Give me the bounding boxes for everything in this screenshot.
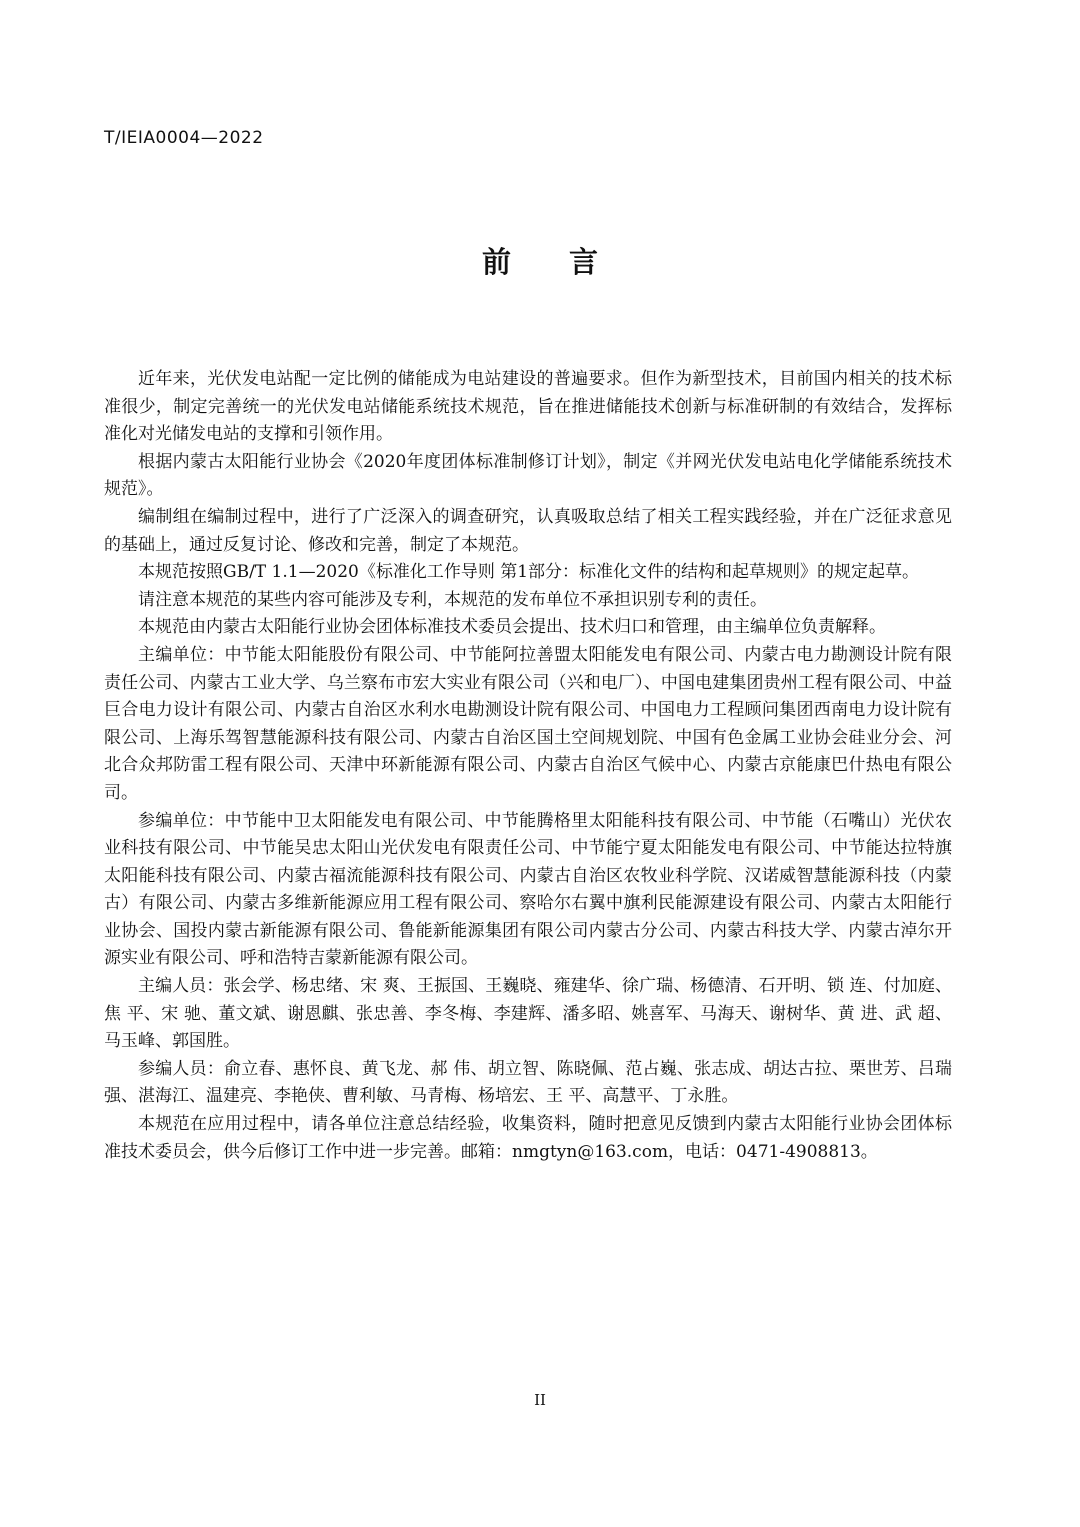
paragraph-feedback-contact: 本规范在应用过程中，请各单位注意总结经验，收集资料，随时把意见反馈到内蒙古太阳能行业协会团体标准技术委员会，供今后修订工作中进一步完善。邮箱：nmgtyn@163.com，电话：0471-4908813。: [104, 1114, 952, 1162]
paragraph-participating-units: 参编单位：中节能中卫太阳能发电有限公司、中节能腾格里太阳能科技有限公司、中节能（石嘴山）光伏农业科技有限公司、中节能吴忠太阳山光伏发电有限责任公司、中节能宁夏太阳能发电有限公司、中节能达拉特旗太阳能科技有限公司、内蒙古福流能源科技有限公司、内蒙古自治区农牧业科学院、汉诺威智慧能源科技（内蒙古）有限公司、内蒙古多维新能源应用工程有限公司、察哈尔右翼中旗利民能源建设有限公司、内蒙古太阳能行业协会、国投内蒙古新能源有限公司、鲁能新能源集团有限公司内蒙古分公司、内蒙古科技大学、内蒙古淖尔开源实业有限公司、呼和浩特吉蒙新能源有限公司。: [104, 810, 952, 969]
page-title: 前言: [481, 245, 656, 279]
foreword-body: [104, 366, 952, 1166]
paragraph-background: 近年来，光伏发电站配一定比例的储能成为电站建设的普遍要求。但作为新型技术，目前国内相关的技术标准很少，制定完善统一的光伏发电站储能系统技术规范，旨在推进储能技术创新与标准研制的有效结合，发挥标准化对光储发电站的支撑和引领作用。: [104, 369, 952, 445]
paragraph-drafting-process: 编制组在编制过程中，进行了广泛深入的调查研究，认真吸取总结了相关工程实践经验，并在广泛征求意见的基础上，通过反复讨论、修改和完善，制定了本规范。: [104, 506, 952, 555]
page-number: II: [534, 1391, 546, 1409]
paragraph-chief-editing-units: 主编单位：中节能太阳能股份有限公司、中节能阿拉善盟太阳能发电有限公司、内蒙古电力勘测设计院有限责任公司、内蒙古工业大学、乌兰察布市宏大实业有限公司（兴和电厂）、中国电建集团贵州工程有限公司、中益巨合电力设计有限公司、内蒙古自治区水利水电勘测设计院有限公司、中国电力工程顾问集团西南电力设计院有限公司、上海乐驾智慧能源科技有限公司、内蒙古自治区国土空间规划院、中国有色金属工业协会硅业分会、河北合众邦防雷工程有限公司、天津中环新能源有限公司、内蒙古自治区气候中心、内蒙古京能康巴什热电有限公司。: [104, 644, 952, 803]
document-code: T/IEIA0004—2022: [104, 128, 264, 148]
paragraph-participating-editors: 参编人员：俞立春、惠怀良、黄飞龙、郝 伟、胡立智、陈晓佩、范占巍、张志成、胡达古拉、栗世芳、吕瑞强、湛海江、温建亮、李艳侠、曹利敏、马青梅、杨培宏、王 平、高慧平、丁永胜。: [104, 1058, 952, 1107]
paragraph-plan-basis: 根据内蒙古太阳能行业协会《2020年度团体标准制修订计划》，制定《并网光伏发电站电化学储能系统技术规范》。: [104, 451, 952, 500]
paragraph-patent-notice: 请注意本规范的某些内容可能涉及专利，本规范的发布单位不承担识别专利的责任。: [138, 589, 767, 610]
paragraph-drafting-rules: 本规范按照GB/T 1.1—2020《标准化工作导则 第1部分：标准化文件的结构和起草规则》的规定起草。: [138, 562, 920, 583]
paragraph-chief-editors: 主编人员：张会学、杨忠绪、宋 爽、王振国、王巍晓、雍建华、徐广瑞、杨德清、石开明、锁 连、付加庭、焦 平、宋 驰、董文斌、谢恩麒、张忠善、李冬梅、李建辉、潘多昭、姚喜军、马海天、谢树华、黄 进、武 超、马玉峰、郭国胜。: [104, 976, 952, 1052]
paragraph-proposer: 本规范由内蒙古太阳能行业协会团体标准技术委员会提出、技术归口和管理，由主编单位负责解释。: [138, 617, 886, 638]
